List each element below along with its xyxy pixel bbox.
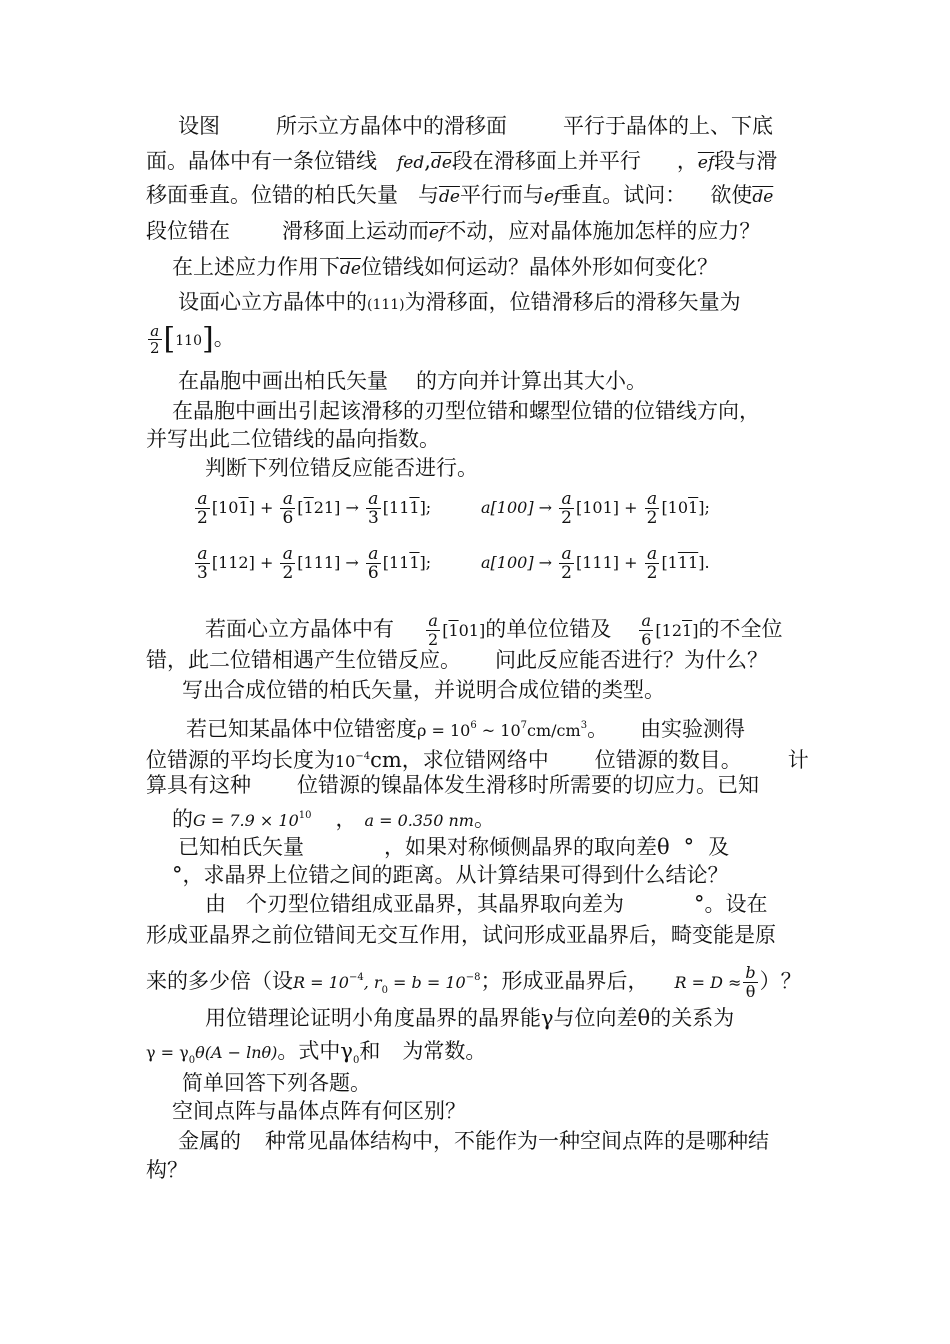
text-line: 算具有这种 位错源的镍晶体发生滑移时所需要的切应力。已知 — [146, 773, 759, 797]
text-line: 在晶胞中画出引起该滑移的刃型位错和螺型位错的位错线方向， — [172, 399, 760, 423]
text-line: °，求晶界上位错之间的距离。从计算结果可得到什么结论？ — [172, 863, 729, 887]
text-line: 由 个刃型位错组成亚晶界，其晶界取向差为 °。设在 — [205, 892, 768, 916]
text-line: 判断下列位错反应能否进行。 — [205, 456, 478, 480]
text-line: $\gamma = \gamma_0\theta(A - \ln\theta)$。式中$\gamma_0$和 为常数。 — [146, 1039, 487, 1067]
text-line: 构？ — [146, 1158, 188, 1182]
text-line: 简单回答下列各题。 — [182, 1071, 371, 1095]
text-line: 在上述应力作用下$\overline{de}$位错线如何运动？晶体外形如何变化？ — [172, 255, 718, 279]
text-line: 已知柏氏矢量 ，如果对称倾侧晶界的取向差θ ° 及 — [178, 835, 730, 859]
reaction-1: $\frac{a}{2}$ [101] + $\frac{a}{6}$ [121] → $\frac{a}{3}$ [111]; — [197, 489, 432, 528]
text-line: 面。晶体中有一条位错线 $fed,\overline{de}$段在滑移面上并平行 ，$\overline{ef}$段与滑 — [146, 149, 778, 173]
reaction-4: a[100] → $\frac{a}{2}$ [111] + $\frac{a}{2}$ [111]. — [481, 544, 710, 583]
text-line: 的$G = 7.9 \times 10^{10}$ ， a = 0.350 nm。 — [172, 807, 495, 831]
text-line: 若面心立方晶体中有 $\frac{a}{2}$ [101]的单位位错及 $\frac{a}{6}$ [121]的不全位 — [205, 611, 783, 649]
text-line: 若已知某晶体中位错密度$\rho = 10^6$ ~ $10^7cm/cm^3$。 由实验测得 — [186, 717, 746, 741]
text-line: 移面垂直。位错的柏氏矢量 与$\overline{de}$平行而与ef垂直。试问： 欲使$\overline{de}$ — [146, 183, 774, 207]
text-line: 设图 所示立方晶体中的滑移面 平行于晶体的上、下底 — [178, 114, 773, 138]
text-line: 设面心立方晶体中的(111)为滑移面，位错滑移后的滑移矢量为 — [178, 290, 741, 314]
text-line: 段位错在 滑移面上运动而$\overline{ef}$不动，应对晶体施加怎样的应力？ — [146, 219, 761, 243]
text-line: 形成亚晶界之前位错间无交互作用，试问形成亚晶界后，畸变能是原 — [146, 923, 776, 947]
text-line: 写出合成位错的柏氏矢量，并说明合成位错的类型。 — [182, 678, 665, 702]
reaction-2: a[100] → $\frac{a}{2}$ [101] + $\frac{a}{2}$ [101]; — [481, 489, 710, 528]
text-line: 空间点阵与晶体点阵有何区别？ — [172, 1099, 466, 1123]
slip-vector: $\frac{a}{2}$ [110]。 — [150, 321, 235, 357]
text-line: 在晶胞中画出柏氏矢量 的方向并计算出其大小。 — [178, 369, 647, 393]
text-line: 位错源的平均长度为$10^{-4}cm$，求位错网络中 位错源的数目。 计 — [146, 748, 809, 772]
text-line: 金属的 种常见晶体结构中，不能作为一种空间点阵的是哪种结 — [178, 1129, 769, 1153]
reaction-3: $\frac{a}{3}$ [112] + $\frac{a}{2}$ [111] → $\frac{a}{6}$ [111]; — [197, 544, 432, 583]
text-line: 并写出此二位错线的晶向指数。 — [146, 427, 440, 451]
text-line: 错，此二位错相遇产生位错反应。 问此反应能否进行？为什么？ — [146, 648, 768, 672]
text-line: 用位错理论证明小角度晶界的晶界能γ与位向差θ的关系为 — [205, 1006, 735, 1030]
text-line: 来的多少倍（设$R = 10^{-4}$, $r_0 = b = 10^{-8}$；形成亚晶界后， R = D ≈ $\frac{b}{\theta}$ ）？ — [146, 963, 802, 1001]
